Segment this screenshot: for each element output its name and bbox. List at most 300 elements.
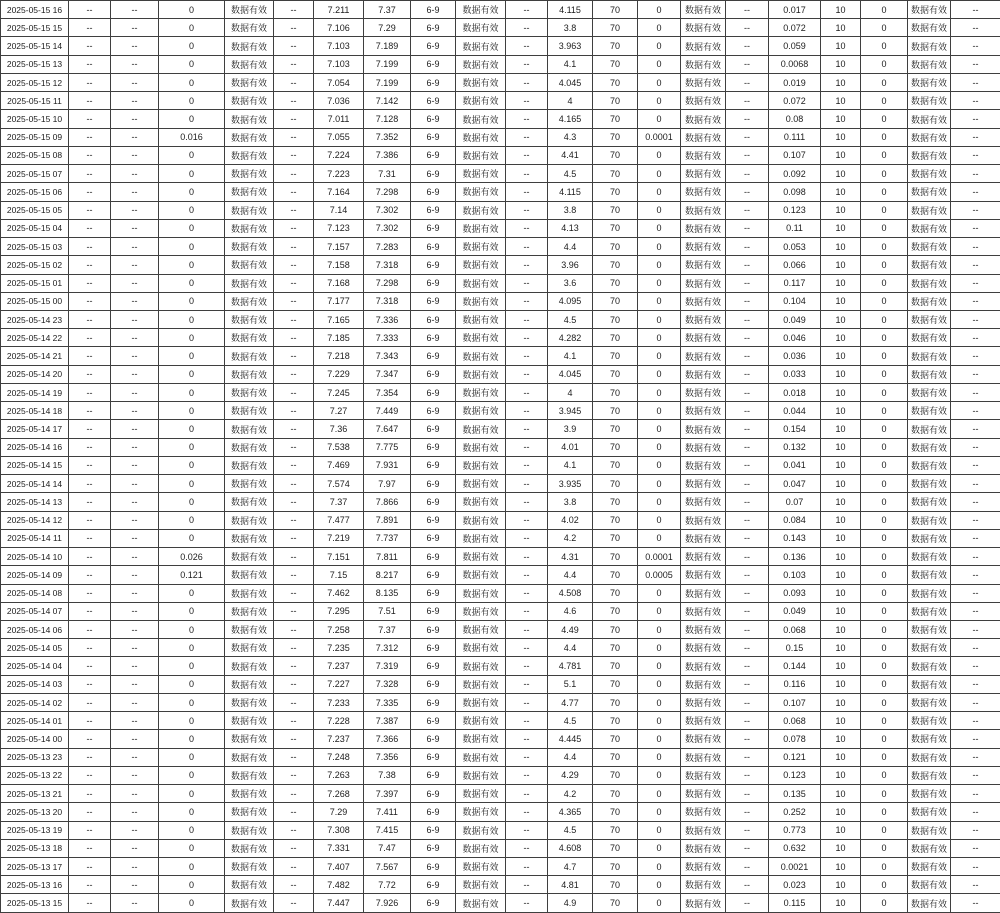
cell-value-b: 7.248 [314, 748, 364, 766]
cell-status-1: 数据有效 [225, 128, 274, 146]
cell-value-d: 3.9 [548, 420, 593, 438]
cell-value-b: 7.011 [314, 110, 364, 128]
cell-status-3: 数据有效 [681, 748, 726, 766]
cell-zero: 0 [861, 511, 908, 529]
cell-value-a: 0 [159, 183, 225, 201]
cell-datetime: 2025-05-13 22 [1, 766, 69, 784]
cell-datetime: 2025-05-14 12 [1, 511, 69, 529]
cell-range: 6-9 [411, 566, 456, 584]
cell-status-1: 数据有效 [225, 785, 274, 803]
cell-status-2: 数据有效 [456, 529, 506, 547]
cell-zero: 0 [861, 894, 908, 913]
cell-value-d: 4.5 [548, 712, 593, 730]
cell-value-a: 0 [159, 584, 225, 602]
cell-dash-4: -- [506, 475, 548, 493]
cell-dash-4: -- [506, 292, 548, 310]
cell-limit-10: 10 [821, 329, 861, 347]
table-row [1, 712, 1000, 730]
cell-zero: 0 [861, 438, 908, 456]
cell-status-1: 数据有效 [225, 165, 274, 183]
cell-dash-6: -- [951, 766, 1000, 784]
cell-value-b: 7.054 [314, 73, 364, 91]
cell-dash-5: -- [726, 365, 769, 383]
cell-zero: 0 [861, 128, 908, 146]
cell-status-1: 数据有效 [225, 675, 274, 693]
cell-dash-6: -- [951, 183, 1000, 201]
cell-limit-70: 70 [593, 73, 638, 91]
cell-limit-70: 70 [593, 858, 638, 876]
cell-value-b: 7.482 [314, 876, 364, 894]
cell-status-3: 数据有效 [681, 639, 726, 657]
cell-value-d: 4.5 [548, 165, 593, 183]
cell-status-1: 数据有效 [225, 347, 274, 365]
cell-status-1: 数据有效 [225, 858, 274, 876]
cell-value-e: 0 [638, 894, 681, 913]
cell-datetime: 2025-05-14 18 [1, 402, 69, 420]
cell-value-c: 7.97 [364, 475, 411, 493]
cell-value-d: 3.8 [548, 19, 593, 37]
cell-datetime: 2025-05-15 12 [1, 73, 69, 91]
cell-limit-10: 10 [821, 19, 861, 37]
cell-value-c: 7.189 [364, 37, 411, 55]
cell-value-e: 0.0001 [638, 548, 681, 566]
cell-value-d: 4.5 [548, 310, 593, 328]
cell-value-b: 7.106 [314, 19, 364, 37]
cell-range: 6-9 [411, 821, 456, 839]
cell-value-f: 0.049 [769, 310, 821, 328]
cell-dash-6: -- [951, 876, 1000, 894]
cell-value-e: 0 [638, 146, 681, 164]
cell-status-2: 数据有效 [456, 146, 506, 164]
cell-status-4: 数据有效 [908, 584, 951, 602]
cell-dash-4: -- [506, 584, 548, 602]
cell-value-c: 7.891 [364, 511, 411, 529]
cell-dash-5: -- [726, 292, 769, 310]
cell-limit-10: 10 [821, 146, 861, 164]
cell-dash-5: -- [726, 839, 769, 857]
cell-range: 6-9 [411, 693, 456, 711]
cell-value-b: 7.165 [314, 310, 364, 328]
cell-limit-10: 10 [821, 858, 861, 876]
cell-status-3: 数据有效 [681, 566, 726, 584]
cell-dash-1: -- [69, 511, 111, 529]
cell-value-a: 0 [159, 310, 225, 328]
cell-value-c: 7.336 [364, 310, 411, 328]
cell-value-d: 3.935 [548, 475, 593, 493]
cell-value-f: 0.143 [769, 529, 821, 547]
cell-value-c: 8.135 [364, 584, 411, 602]
cell-range: 6-9 [411, 365, 456, 383]
cell-value-a: 0 [159, 858, 225, 876]
table-row [1, 37, 1000, 55]
cell-limit-70: 70 [593, 803, 638, 821]
table-row [1, 566, 1000, 584]
cell-value-a: 0 [159, 639, 225, 657]
cell-limit-70: 70 [593, 511, 638, 529]
cell-value-a: 0 [159, 402, 225, 420]
cell-limit-10: 10 [821, 766, 861, 784]
table-row [1, 839, 1000, 857]
cell-value-f: 0.084 [769, 511, 821, 529]
cell-dash-6: -- [951, 92, 1000, 110]
cell-value-e: 0 [638, 511, 681, 529]
cell-dash-6: -- [951, 55, 1000, 73]
cell-status-4: 数据有效 [908, 110, 951, 128]
cell-dash-1: -- [69, 821, 111, 839]
cell-limit-70: 70 [593, 693, 638, 711]
cell-value-e: 0 [638, 383, 681, 401]
cell-dash-6: -- [951, 493, 1000, 511]
cell-dash-2: -- [111, 529, 159, 547]
cell-value-d: 4.4 [548, 639, 593, 657]
cell-status-3: 数据有效 [681, 128, 726, 146]
cell-zero: 0 [861, 639, 908, 657]
cell-limit-70: 70 [593, 219, 638, 237]
cell-dash-2: -- [111, 620, 159, 638]
cell-value-a: 0 [159, 110, 225, 128]
cell-status-3: 数据有效 [681, 803, 726, 821]
cell-dash-4: -- [506, 55, 548, 73]
cell-datetime: 2025-05-14 13 [1, 493, 69, 511]
cell-value-b: 7.29 [314, 803, 364, 821]
table-row [1, 493, 1000, 511]
cell-value-c: 7.352 [364, 128, 411, 146]
cell-dash-5: -- [726, 238, 769, 256]
cell-dash-1: -- [69, 657, 111, 675]
cell-dash-5: -- [726, 37, 769, 55]
cell-limit-10: 10 [821, 529, 861, 547]
cell-value-d: 4.4 [548, 566, 593, 584]
cell-status-4: 数据有效 [908, 894, 951, 913]
cell-status-3: 数据有效 [681, 383, 726, 401]
cell-dash-3: -- [274, 876, 314, 894]
cell-dash-4: -- [506, 438, 548, 456]
cell-zero: 0 [861, 675, 908, 693]
cell-status-1: 数据有效 [225, 748, 274, 766]
cell-dash-4: -- [506, 620, 548, 638]
cell-range: 6-9 [411, 274, 456, 292]
cell-range: 6-9 [411, 894, 456, 913]
cell-datetime: 2025-05-14 22 [1, 329, 69, 347]
cell-limit-70: 70 [593, 584, 638, 602]
cell-value-d: 4.6 [548, 602, 593, 620]
cell-dash-4: -- [506, 347, 548, 365]
cell-dash-6: -- [951, 584, 1000, 602]
cell-datetime: 2025-05-14 02 [1, 693, 69, 711]
cell-dash-5: -- [726, 165, 769, 183]
cell-zero: 0 [861, 347, 908, 365]
cell-dash-2: -- [111, 785, 159, 803]
cell-status-2: 数据有效 [456, 730, 506, 748]
cell-status-2: 数据有效 [456, 620, 506, 638]
cell-status-1: 数据有效 [225, 602, 274, 620]
cell-value-d: 4 [548, 383, 593, 401]
cell-status-3: 数据有效 [681, 766, 726, 784]
cell-status-2: 数据有效 [456, 639, 506, 657]
cell-limit-70: 70 [593, 675, 638, 693]
cell-dash-1: -- [69, 55, 111, 73]
cell-dash-1: -- [69, 110, 111, 128]
cell-dash-3: -- [274, 475, 314, 493]
cell-value-b: 7.228 [314, 712, 364, 730]
cell-value-d: 4.1 [548, 456, 593, 474]
cell-value-f: 0.046 [769, 329, 821, 347]
cell-value-c: 7.312 [364, 639, 411, 657]
cell-status-4: 数据有效 [908, 839, 951, 857]
cell-status-3: 数据有效 [681, 511, 726, 529]
cell-value-b: 7.538 [314, 438, 364, 456]
cell-status-4: 数据有效 [908, 803, 951, 821]
cell-range: 6-9 [411, 766, 456, 784]
cell-dash-3: -- [274, 821, 314, 839]
cell-status-4: 数据有效 [908, 402, 951, 420]
cell-status-4: 数据有效 [908, 785, 951, 803]
cell-range: 6-9 [411, 639, 456, 657]
cell-limit-70: 70 [593, 402, 638, 420]
cell-value-d: 4.3 [548, 128, 593, 146]
cell-dash-4: -- [506, 37, 548, 55]
cell-zero: 0 [861, 383, 908, 401]
cell-dash-3: -- [274, 602, 314, 620]
cell-datetime: 2025-05-14 23 [1, 310, 69, 328]
cell-dash-1: -- [69, 858, 111, 876]
cell-dash-5: -- [726, 146, 769, 164]
cell-dash-2: -- [111, 730, 159, 748]
cell-value-f: 0.059 [769, 37, 821, 55]
cell-range: 6-9 [411, 146, 456, 164]
table-row [1, 858, 1000, 876]
cell-limit-10: 10 [821, 402, 861, 420]
cell-status-1: 数据有效 [225, 475, 274, 493]
cell-range: 6-9 [411, 839, 456, 857]
cell-dash-3: -- [274, 37, 314, 55]
cell-dash-3: -- [274, 110, 314, 128]
cell-value-e: 0 [638, 438, 681, 456]
cell-value-d: 4.115 [548, 1, 593, 19]
cell-status-4: 数据有效 [908, 438, 951, 456]
cell-dash-2: -- [111, 602, 159, 620]
cell-dash-3: -- [274, 548, 314, 566]
cell-value-f: 0.047 [769, 475, 821, 493]
cell-value-a: 0 [159, 657, 225, 675]
cell-dash-5: -- [726, 785, 769, 803]
cell-dash-5: -- [726, 548, 769, 566]
cell-dash-6: -- [951, 712, 1000, 730]
table-row [1, 310, 1000, 328]
cell-value-d: 3.945 [548, 402, 593, 420]
cell-range: 6-9 [411, 37, 456, 55]
cell-range: 6-9 [411, 438, 456, 456]
cell-status-1: 数据有效 [225, 584, 274, 602]
cell-status-4: 数据有效 [908, 566, 951, 584]
table-row [1, 438, 1000, 456]
cell-value-c: 7.343 [364, 347, 411, 365]
cell-datetime: 2025-05-14 21 [1, 347, 69, 365]
cell-dash-4: -- [506, 602, 548, 620]
cell-dash-6: -- [951, 693, 1000, 711]
cell-value-c: 7.449 [364, 402, 411, 420]
cell-dash-3: -- [274, 310, 314, 328]
cell-status-4: 数据有效 [908, 876, 951, 894]
cell-dash-2: -- [111, 858, 159, 876]
table-row [1, 639, 1000, 657]
cell-limit-70: 70 [593, 821, 638, 839]
cell-value-c: 7.567 [364, 858, 411, 876]
cell-status-2: 数据有效 [456, 748, 506, 766]
cell-range: 6-9 [411, 165, 456, 183]
cell-value-e: 0 [638, 675, 681, 693]
cell-dash-2: -- [111, 310, 159, 328]
cell-datetime: 2025-05-15 07 [1, 165, 69, 183]
cell-value-b: 7.235 [314, 639, 364, 657]
cell-value-e: 0 [638, 584, 681, 602]
cell-range: 6-9 [411, 548, 456, 566]
cell-datetime: 2025-05-15 09 [1, 128, 69, 146]
cell-dash-3: -- [274, 511, 314, 529]
cell-range: 6-9 [411, 219, 456, 237]
cell-status-1: 数据有效 [225, 766, 274, 784]
cell-range: 6-9 [411, 803, 456, 821]
cell-dash-5: -- [726, 730, 769, 748]
cell-value-b: 7.263 [314, 766, 364, 784]
cell-datetime: 2025-05-15 02 [1, 256, 69, 274]
cell-value-f: 0.0021 [769, 858, 821, 876]
cell-dash-6: -- [951, 37, 1000, 55]
cell-limit-70: 70 [593, 657, 638, 675]
cell-dash-4: -- [506, 876, 548, 894]
cell-dash-1: -- [69, 456, 111, 474]
cell-dash-2: -- [111, 183, 159, 201]
cell-dash-1: -- [69, 584, 111, 602]
cell-value-c: 7.333 [364, 329, 411, 347]
cell-dash-2: -- [111, 73, 159, 91]
cell-status-3: 数据有效 [681, 201, 726, 219]
cell-dash-4: -- [506, 675, 548, 693]
cell-status-3: 数据有效 [681, 858, 726, 876]
cell-value-b: 7.218 [314, 347, 364, 365]
cell-status-3: 数据有效 [681, 693, 726, 711]
cell-dash-1: -- [69, 693, 111, 711]
cell-status-2: 数据有效 [456, 712, 506, 730]
cell-value-a: 0 [159, 347, 225, 365]
cell-value-f: 0.103 [769, 566, 821, 584]
cell-dash-5: -- [726, 657, 769, 675]
cell-dash-4: -- [506, 201, 548, 219]
cell-value-e: 0 [638, 420, 681, 438]
cell-dash-6: -- [951, 292, 1000, 310]
cell-value-c: 7.397 [364, 785, 411, 803]
cell-value-e: 0 [638, 55, 681, 73]
cell-dash-2: -- [111, 821, 159, 839]
cell-limit-10: 10 [821, 37, 861, 55]
cell-value-c: 7.415 [364, 821, 411, 839]
cell-limit-70: 70 [593, 602, 638, 620]
cell-limit-70: 70 [593, 165, 638, 183]
cell-value-a: 0 [159, 420, 225, 438]
cell-zero: 0 [861, 456, 908, 474]
cell-status-3: 数据有效 [681, 821, 726, 839]
cell-limit-70: 70 [593, 639, 638, 657]
cell-dash-1: -- [69, 256, 111, 274]
cell-status-2: 数据有效 [456, 858, 506, 876]
cell-value-d: 4.77 [548, 693, 593, 711]
cell-value-d: 3.8 [548, 201, 593, 219]
cell-dash-2: -- [111, 584, 159, 602]
cell-zero: 0 [861, 584, 908, 602]
cell-dash-3: -- [274, 201, 314, 219]
cell-dash-6: -- [951, 128, 1000, 146]
cell-datetime: 2025-05-14 05 [1, 639, 69, 657]
cell-dash-4: -- [506, 803, 548, 821]
cell-value-d: 4.9 [548, 894, 593, 913]
cell-value-d: 4.508 [548, 584, 593, 602]
cell-dash-4: -- [506, 310, 548, 328]
cell-status-2: 数据有效 [456, 165, 506, 183]
cell-limit-10: 10 [821, 493, 861, 511]
cell-dash-1: -- [69, 876, 111, 894]
cell-limit-70: 70 [593, 310, 638, 328]
cell-status-2: 数据有效 [456, 566, 506, 584]
cell-dash-5: -- [726, 748, 769, 766]
cell-value-b: 7.185 [314, 329, 364, 347]
cell-range: 6-9 [411, 73, 456, 91]
cell-dash-1: -- [69, 475, 111, 493]
cell-value-c: 7.128 [364, 110, 411, 128]
table-row [1, 256, 1000, 274]
cell-status-4: 数据有效 [908, 602, 951, 620]
cell-dash-5: -- [726, 584, 769, 602]
cell-dash-6: -- [951, 73, 1000, 91]
cell-value-d: 4.41 [548, 146, 593, 164]
cell-status-4: 数据有效 [908, 548, 951, 566]
cell-value-d: 5.1 [548, 675, 593, 693]
cell-value-f: 0.123 [769, 766, 821, 784]
cell-status-3: 数据有效 [681, 438, 726, 456]
cell-zero: 0 [861, 55, 908, 73]
cell-value-d: 4.31 [548, 548, 593, 566]
cell-dash-3: -- [274, 146, 314, 164]
cell-status-3: 数据有效 [681, 475, 726, 493]
cell-dash-5: -- [726, 183, 769, 201]
cell-zero: 0 [861, 620, 908, 638]
cell-value-f: 0.098 [769, 183, 821, 201]
cell-status-3: 数据有效 [681, 110, 726, 128]
cell-dash-6: -- [951, 821, 1000, 839]
cell-value-a: 0 [159, 329, 225, 347]
cell-value-e: 0 [638, 201, 681, 219]
cell-dash-5: -- [726, 110, 769, 128]
cell-dash-2: -- [111, 402, 159, 420]
cell-dash-3: -- [274, 383, 314, 401]
cell-dash-2: -- [111, 347, 159, 365]
cell-value-a: 0 [159, 511, 225, 529]
cell-status-3: 数据有效 [681, 274, 726, 292]
table-row [1, 420, 1000, 438]
cell-dash-4: -- [506, 256, 548, 274]
cell-zero: 0 [861, 712, 908, 730]
cell-value-e: 0 [638, 92, 681, 110]
cell-dash-1: -- [69, 402, 111, 420]
cell-value-c: 7.811 [364, 548, 411, 566]
cell-status-4: 数据有效 [908, 292, 951, 310]
cell-value-b: 7.151 [314, 548, 364, 566]
cell-dash-3: -- [274, 620, 314, 638]
cell-dash-1: -- [69, 37, 111, 55]
cell-status-3: 数据有效 [681, 219, 726, 237]
cell-dash-1: -- [69, 675, 111, 693]
cell-dash-4: -- [506, 274, 548, 292]
cell-dash-5: -- [726, 1, 769, 19]
